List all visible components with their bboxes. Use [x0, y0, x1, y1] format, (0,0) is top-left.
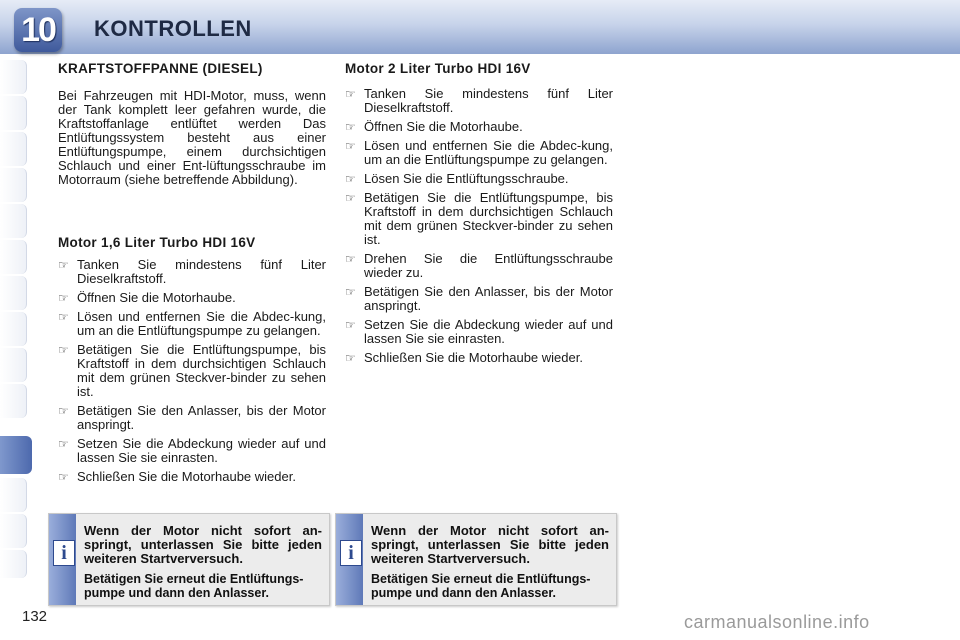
info-icon: i [340, 540, 362, 566]
chapter-title: KONTROLLEN [94, 16, 252, 41]
info-text [371, 524, 609, 600]
pointing-hand-icon: ☞ [345, 318, 356, 332]
step-item [345, 191, 613, 247]
page-header [0, 0, 960, 54]
step-item [58, 343, 326, 399]
pointing-hand-icon: ☞ [58, 343, 69, 357]
chapter-tab[interactable] [0, 204, 27, 238]
pointing-hand-icon: ☞ [58, 310, 69, 324]
chapter-tab[interactable] [0, 514, 27, 548]
step-text: Öffnen Sie die Motorhaube. [364, 119, 523, 134]
info-instruction: Betätigen Sie erneut die Entlüftungs-pumpe und dann den Anlasser. [371, 572, 591, 600]
info-bar [336, 514, 363, 605]
step-item [345, 172, 613, 186]
chapter-tab[interactable] [0, 60, 27, 94]
step-text: Schließen Sie die Motorhaube wieder. [364, 350, 583, 365]
step-item [345, 351, 613, 365]
step-item [345, 318, 613, 346]
step-list [345, 87, 613, 365]
step-item [58, 404, 326, 432]
procedure-title: Motor 1,6 Liter Turbo HDI 16V [58, 235, 256, 250]
step-item [58, 470, 326, 484]
pointing-hand-icon: ☞ [345, 285, 356, 299]
intro-paragraph: Bei Fahrzeugen mit HDI-Motor, muss, wenn der Tank komplett leer gefahren wurde, die Kraftstoffanlage entlüftet werden Das Entlüftungssystem besteht aus einer Entlüftungspumpe, einem durchsichtigen Schlauch und einer Ent-lüftungsschraube im Motorraum (siehe betreffende Abbildung). [58, 88, 326, 187]
step-text: Lösen und entfernen Sie die Abdec-kung, um an die Entlüftungspumpe zu gelangen. [364, 138, 613, 167]
step-text: Schließen Sie die Motorhaube wieder. [77, 469, 296, 484]
chapter-tab[interactable] [0, 240, 27, 274]
info-bar [49, 514, 76, 605]
pointing-hand-icon: ☞ [345, 87, 356, 101]
section-title: KRAFTSTOFFPANNE (DIESEL) [58, 61, 263, 76]
pointing-hand-icon: ☞ [58, 258, 69, 272]
left-procedure [58, 236, 326, 489]
page-number: 132 [22, 608, 48, 625]
pointing-hand-icon: ☞ [58, 404, 69, 418]
step-item [58, 291, 326, 305]
chapter-tab[interactable] [0, 312, 27, 346]
info-box [335, 513, 617, 606]
chapter-tab-active[interactable] [0, 436, 32, 474]
chapter-tab[interactable] [0, 168, 27, 202]
chapter-tab[interactable] [0, 478, 27, 512]
pointing-hand-icon: ☞ [345, 172, 356, 186]
pointing-hand-icon: ☞ [58, 291, 69, 305]
pointing-hand-icon: ☞ [345, 139, 356, 153]
pointing-hand-icon: ☞ [345, 252, 356, 266]
step-text: Betätigen Sie die Entlüftungspumpe, bis Kraftstoff in dem durchsichtigen Schlauch mit dem grünen Steckver-binder zu sehen ist. [77, 342, 326, 399]
procedure-title: Motor 2 Liter Turbo HDI 16V [345, 61, 531, 76]
step-text: Betätigen Sie die Entlüftungspumpe, bis Kraftstoff in dem durchsichtigen Schlauch mit dem grünen Steckver-binder zu sehen ist. [364, 190, 613, 247]
info-warning: Wenn der Motor nicht sofort an-springt, unterlassen Sie bitte jeden weiteren Startverversuch. [371, 523, 609, 566]
step-text: Tanken Sie mindestens fünf Liter Dieselkraftstoff. [364, 86, 613, 115]
right-column [345, 62, 613, 370]
step-item [58, 258, 326, 286]
step-item [345, 285, 613, 313]
chapter-tab-strip [0, 60, 34, 580]
step-text: Drehen Sie die Entlüftungsschraube wieder zu. [364, 251, 613, 280]
step-text: Betätigen Sie den Anlasser, bis der Motor anspringt. [77, 403, 326, 432]
watermark: carmanualsonline.info [684, 612, 870, 632]
chapter-tab[interactable] [0, 348, 27, 382]
step-text: Setzen Sie die Abdeckung wieder auf und lassen Sie sie einrasten. [77, 436, 326, 465]
chapter-tab[interactable] [0, 132, 27, 166]
pointing-hand-icon: ☞ [58, 470, 69, 484]
step-item [345, 252, 613, 280]
chapter-tab[interactable] [0, 96, 27, 130]
chapter-tab[interactable] [0, 276, 27, 310]
info-box [48, 513, 330, 606]
step-item [345, 120, 613, 134]
chapter-number-badge: 10 [14, 8, 62, 52]
chapter-tab[interactable] [0, 550, 27, 578]
step-text: Tanken Sie mindestens fünf Liter Dieselkraftstoff. [77, 257, 326, 286]
step-item [58, 310, 326, 338]
step-text: Öffnen Sie die Motorhaube. [77, 290, 236, 305]
info-text [84, 524, 322, 600]
step-list [58, 258, 326, 484]
pointing-hand-icon: ☞ [345, 191, 356, 205]
step-item [345, 87, 613, 115]
step-text: Lösen und entfernen Sie die Abdec-kung, um an die Entlüftungspumpe zu gelangen. [77, 309, 326, 338]
step-item [345, 139, 613, 167]
step-text: Setzen Sie die Abdeckung wieder auf und lassen Sie sie einrasten. [364, 317, 613, 346]
info-warning: Wenn der Motor nicht sofort an-springt, unterlassen Sie bitte jeden weiteren Startverversuch. [84, 523, 322, 566]
pointing-hand-icon: ☞ [58, 437, 69, 451]
chapter-tab[interactable] [0, 384, 27, 418]
pointing-hand-icon: ☞ [345, 351, 356, 365]
info-instruction: Betätigen Sie erneut die Entlüftungs-pumpe und dann den Anlasser. [84, 572, 304, 600]
step-item [58, 437, 326, 465]
info-icon: i [53, 540, 75, 566]
step-text: Lösen Sie die Entlüftungsschraube. [364, 171, 569, 186]
step-text: Betätigen Sie den Anlasser, bis der Motor anspringt. [364, 284, 613, 313]
left-column [58, 62, 326, 187]
pointing-hand-icon: ☞ [345, 120, 356, 134]
